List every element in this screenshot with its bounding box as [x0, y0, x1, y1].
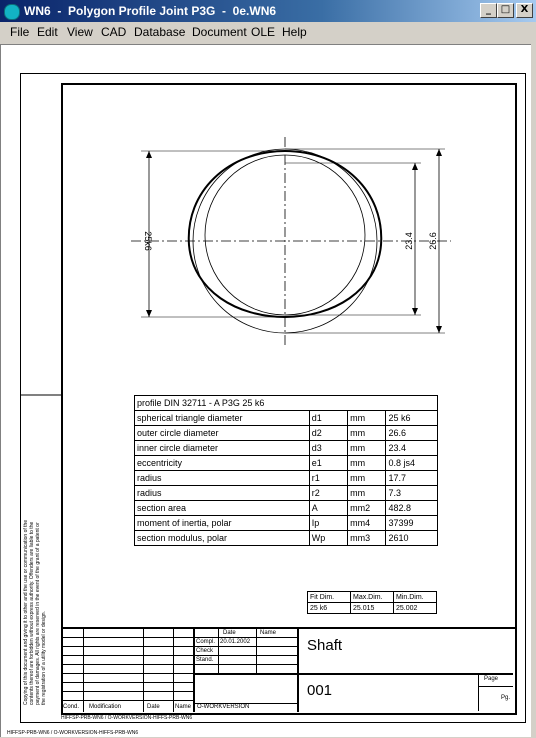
table-cell: inner circle diameter	[135, 441, 310, 456]
table-cell: eccentricity	[135, 456, 310, 471]
menu-help[interactable]: Help	[282, 25, 307, 39]
table-cell: 17.7	[386, 471, 438, 486]
menu-document[interactable]: Document	[192, 25, 247, 39]
table-cell: e1	[309, 456, 347, 471]
table-cell: mm4	[348, 516, 386, 531]
tolerance-header: Min.Dim.	[394, 592, 437, 603]
table-row	[135, 411, 438, 426]
dim-label-outer: 26.6	[428, 232, 438, 250]
menu-bar	[0, 22, 536, 42]
table-cell: mm	[348, 426, 386, 441]
window-title: WN6 - Polygon Profile Joint P3G - 0e.WN6	[24, 4, 277, 18]
table-row	[135, 471, 438, 486]
menu-edit[interactable]: Edit	[37, 25, 58, 39]
table-cell: mm2	[348, 501, 386, 516]
tolerance-header: Max.Dim.	[351, 592, 394, 603]
menu-cad[interactable]: CAD	[101, 25, 127, 39]
title-bar	[0, 0, 536, 22]
table-cell: outer circle diameter	[135, 426, 310, 441]
tb-pg-label: Pg.	[501, 695, 511, 701]
tb-col-name: Name	[260, 630, 277, 636]
dim-label-diameter: 25k6	[143, 231, 153, 251]
minimize-button[interactable]: _	[480, 3, 497, 18]
tb-version-label: O-WORKVERSION	[197, 704, 250, 710]
tb-page-label: Page	[484, 676, 499, 682]
maximize-button[interactable]: □	[497, 3, 514, 18]
table-cell: 26.6	[386, 426, 438, 441]
tolerance-cell: 25 k6	[308, 603, 351, 614]
part-name: Shaft	[307, 637, 343, 654]
table-cell: spherical triangle diameter	[135, 411, 310, 426]
table-cell: 7.3	[386, 486, 438, 501]
table-row	[135, 516, 438, 531]
table-row	[135, 486, 438, 501]
table-row	[135, 441, 438, 456]
tb-check-label: Check	[196, 648, 214, 654]
table-cell: section modulus, polar	[135, 531, 310, 546]
table-cell: radius	[135, 471, 310, 486]
menu-file[interactable]: File	[10, 25, 30, 39]
tolerance-cell: 25.015	[351, 603, 394, 614]
table-cell: r2	[309, 486, 347, 501]
table-cell: d2	[309, 426, 347, 441]
tb-compl-label: Compl.	[196, 639, 216, 645]
table-row	[135, 426, 438, 441]
bottom-strip: HIFFSP-PRB-WN6 / O-WORKVERSION-HIFFS-PRB-WN6	[7, 730, 139, 736]
table-cell: r1	[309, 471, 347, 486]
table-cell: radius	[135, 486, 310, 501]
table-cell: mm	[348, 471, 386, 486]
tb-cond-label: Cond.	[63, 704, 80, 710]
table-cell: A	[309, 501, 347, 516]
table-cell: 2610	[386, 531, 438, 546]
app-icon[interactable]	[4, 4, 20, 20]
table-cell: 0.8 js4	[386, 456, 438, 471]
tb-modification-label: Modification	[89, 704, 122, 710]
table-row	[135, 501, 438, 516]
tb-compl-date: 20.01.2002	[220, 639, 251, 645]
table-row	[135, 531, 438, 546]
menu-view[interactable]: View	[67, 25, 93, 39]
table-row	[135, 456, 438, 471]
table-cell: moment of inertia, polar	[135, 516, 310, 531]
profile-table	[134, 395, 438, 546]
table-cell: d1	[309, 411, 347, 426]
table-cell: Ip	[309, 516, 347, 531]
table-cell: Wp	[309, 531, 347, 546]
table-cell: 25 k6	[386, 411, 438, 426]
tolerance-header: Fit Dim.	[308, 592, 351, 603]
bottom-strip-top: HIFFSP-PRB-WN6 / O-WORKVERSION-HIFFS-PRB-WN6	[61, 715, 193, 721]
menu-ole[interactable]: OLE	[251, 25, 276, 39]
table-cell: 37399	[386, 516, 438, 531]
close-button[interactable]: X	[516, 3, 533, 18]
profile-table-title: profile DIN 32711 - A P3G 25 k6	[135, 396, 438, 411]
table-cell: mm	[348, 456, 386, 471]
table-cell: mm	[348, 411, 386, 426]
tolerance-table	[307, 591, 437, 614]
menu-database[interactable]: Database	[134, 25, 186, 39]
tolerance-cell: 25.002	[394, 603, 437, 614]
table-cell: mm3	[348, 531, 386, 546]
table-cell: 482.8	[386, 501, 438, 516]
table-cell: 23.4	[386, 441, 438, 456]
dim-label-inner: 23.4	[404, 232, 414, 250]
tb-name-label: Name	[175, 704, 192, 710]
tb-col-date: Date	[223, 630, 236, 636]
table-cell: d3	[309, 441, 347, 456]
copyright-note: Copying of this document and giving it to other and the use or communication of the contents thereof are forbidden without express authority. Offenders are liable to the payment of damages. All rights are reserved in the event of the grant of a patent or the registration of a utility model or design.	[23, 519, 47, 705]
table-cell: mm	[348, 441, 386, 456]
tb-stand-label: Stand.	[196, 657, 214, 663]
table-cell: mm	[348, 486, 386, 501]
tb-date-label: Date	[147, 704, 160, 710]
drawing-canvas[interactable]	[0, 44, 531, 737]
table-cell: section area	[135, 501, 310, 516]
drawing-number: 001	[307, 682, 333, 699]
